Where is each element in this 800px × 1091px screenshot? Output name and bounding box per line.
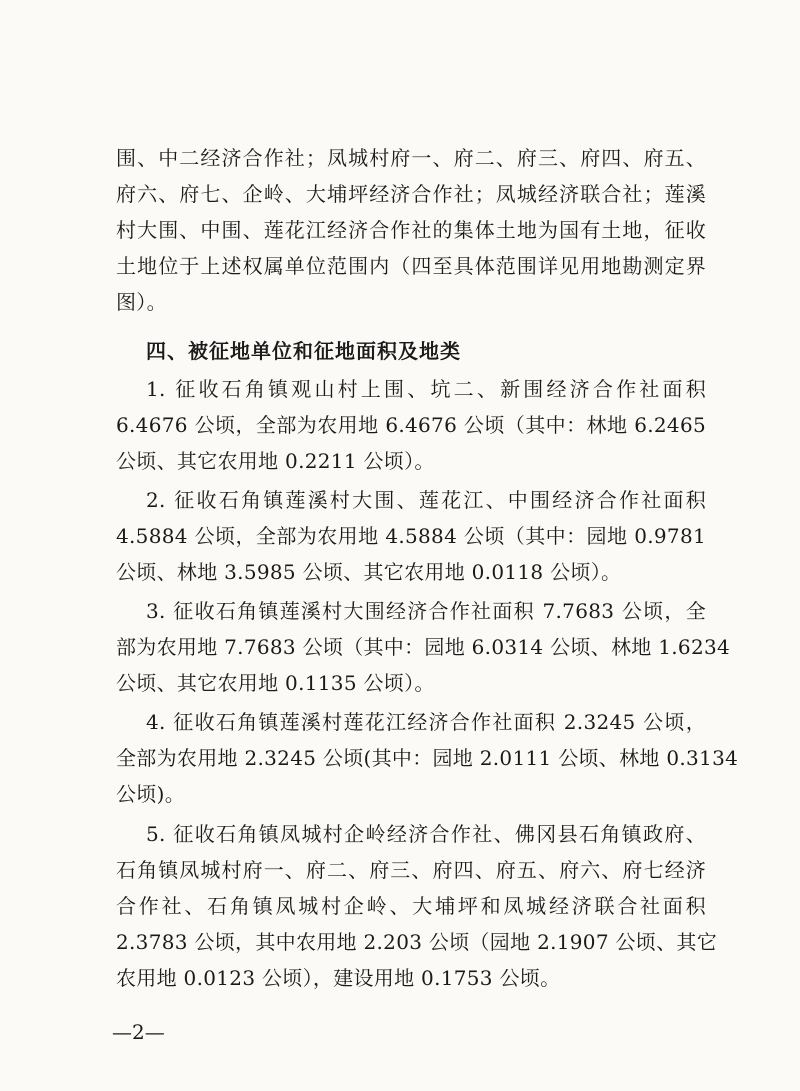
text-line: 石角镇凤城村府一、府二、府三、府四、府五、府六、府七经济 (116, 858, 706, 882)
text-line: 围、中二经济合作社；凤城村府一、府二、府三、府四、府五、 (116, 146, 706, 170)
text-line: 公顷)。 (116, 782, 186, 806)
text-line: 图）。 (116, 290, 167, 314)
text-line: 合作社、石角镇凤城村企岭、大埔坪和凤城经济联合社面积 (116, 894, 706, 918)
text-line: 6.4676 公顷，全部为农用地 6.4676 公顷（其中：林地 6.2465 (116, 413, 706, 437)
text-line: 农用地 0.0123 公顷），建设用地 0.1753 公顷。 (116, 966, 561, 990)
text-line: 府六、府七、企岭、大埔坪经济合作社；凤城经济联合社；莲溪 (116, 182, 706, 206)
text-line: 土地位于上述权属单位范围内（四至具体范围详见用地勘测定界 (116, 254, 706, 278)
text-line: 4. 征收石角镇莲溪村莲花江经济合作社面积 2.3245 公顷， (146, 710, 706, 734)
text-line: 部为农用地 7.7683 公顷（其中：园地 6.0314 公顷、林地 1.6234 (116, 635, 731, 659)
text-line: 全部为农用地 2.3245 公顷(其中：园地 2.0111 公顷、林地 0.3134 (116, 746, 739, 770)
page-number: —2— (112, 1020, 165, 1044)
text-line: 公顷、其它农用地 0.2211 公顷）。 (116, 449, 435, 473)
text-line: 4.5884 公顷，全部为农用地 4.5884 公顷（其中：园地 0.9781 (116, 524, 706, 548)
text-line: 1. 征收石角镇观山村上围、坑二、新围经济合作社面积 (146, 377, 706, 401)
text-line: 5. 征收石角镇凤城村企岭经济合作社、佛冈县石角镇政府、 (146, 822, 706, 846)
section-heading: 四、被征地单位和征地面积及地类 (146, 339, 461, 363)
text-line: 2. 征收石角镇莲溪村大围、莲花江、中围经济合作社面积 (146, 488, 706, 512)
text-line: 公顷、其它农用地 0.1135 公顷）。 (116, 671, 435, 695)
text-line: 3. 征收石角镇莲溪村大围经济合作社面积 7.7683 公顷，全 (146, 599, 706, 623)
text-line: 公顷、林地 3.5985 公顷、其它农用地 0.0118 公顷）。 (116, 560, 622, 584)
text-line: 2.3783 公顷，其中农用地 2.203 公顷（园地 2.1907 公顷、其它 (116, 930, 718, 954)
text-line: 村大围、中围、莲花江经济合作社的集体土地为国有土地，征收 (116, 218, 706, 242)
